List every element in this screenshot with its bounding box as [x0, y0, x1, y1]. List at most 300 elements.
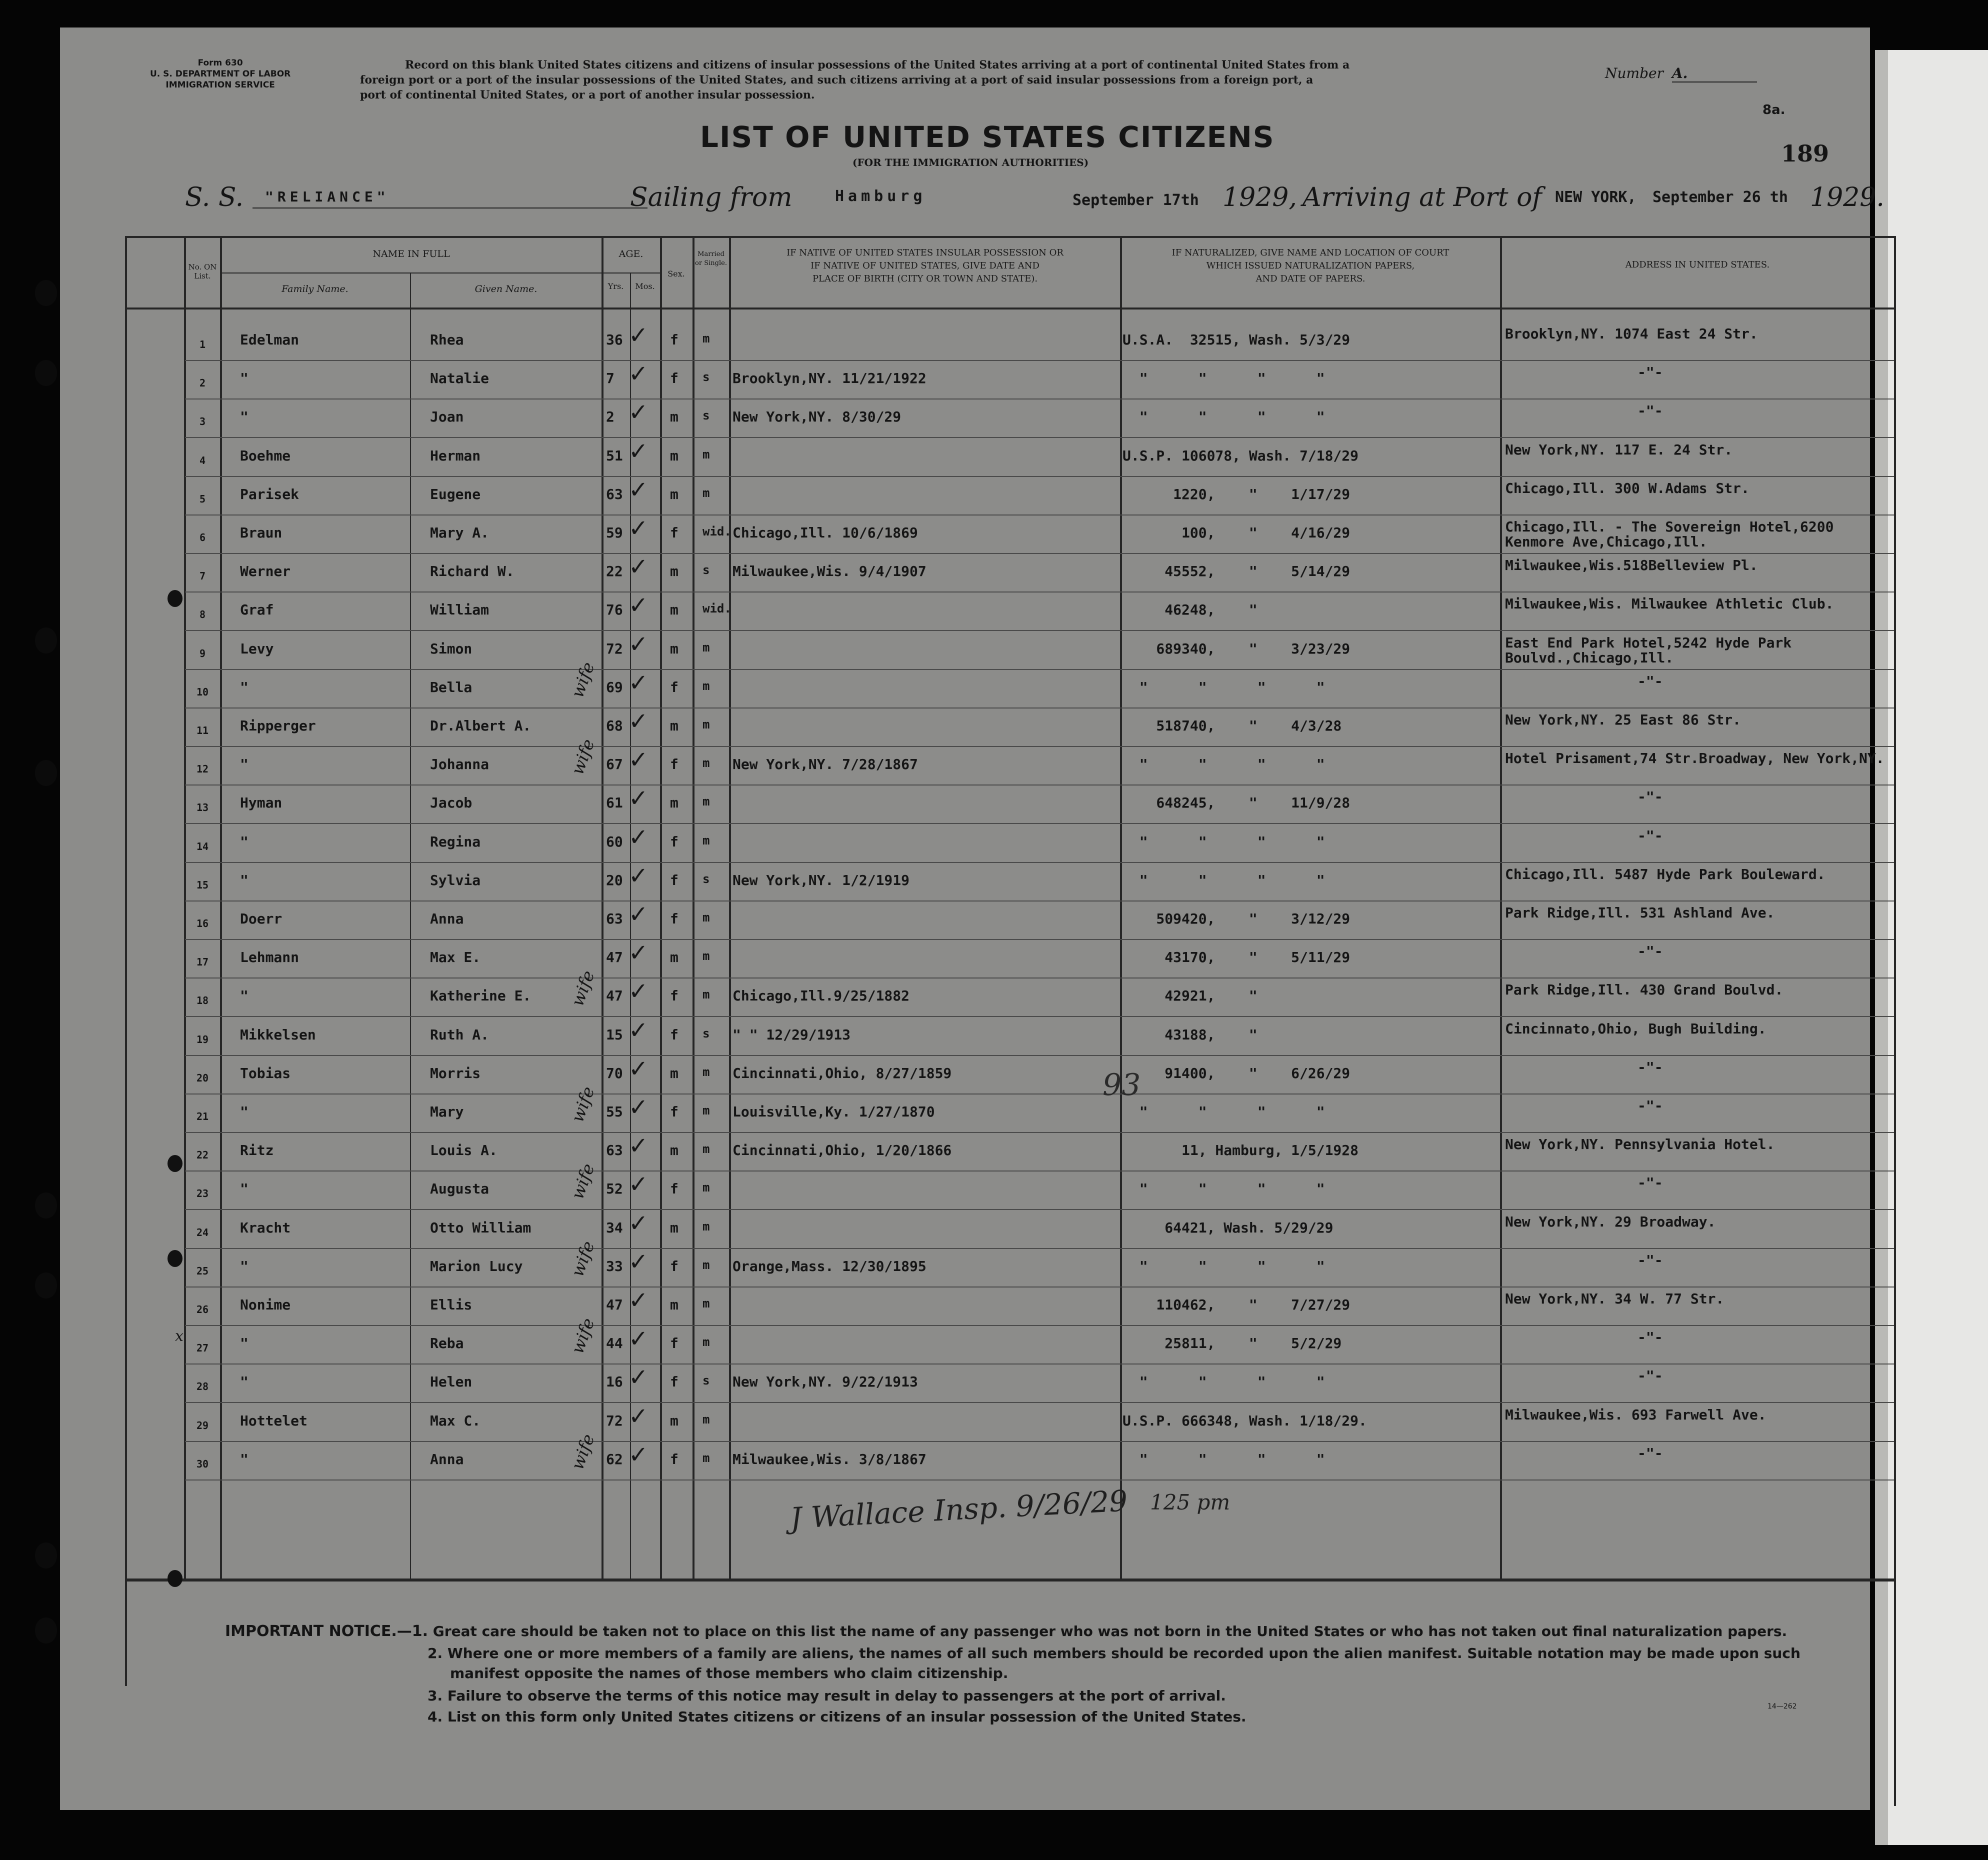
sex: f — [670, 370, 678, 387]
row-number: 13 — [196, 802, 209, 814]
header-name-in-full: NAME IN FULL — [372, 248, 450, 260]
us-address: New York,NY. 117 E. 24 Str. — [1505, 441, 1733, 458]
wife-annotation: wife — [568, 1316, 599, 1357]
row-rule — [185, 514, 1894, 516]
binder-hole — [35, 1618, 57, 1644]
age-years: 68 — [606, 718, 623, 734]
row-number: 22 — [196, 1149, 209, 1162]
row-rule — [185, 1325, 1894, 1326]
row-number: 6 — [199, 532, 206, 544]
given-name: Reba — [430, 1335, 464, 1352]
row-number: 30 — [196, 1458, 209, 1470]
sex: f — [670, 988, 678, 1004]
department: U. S. DEPARTMENT OF LABOR — [150, 69, 291, 79]
form-header — [150, 58, 290, 90]
row-number: 24 — [196, 1226, 209, 1238]
marital-status: m — [702, 794, 710, 809]
row-rule — [185, 823, 1894, 824]
sex: f — [670, 1374, 678, 1390]
record-note — [360, 58, 1350, 102]
punch-mark — [168, 590, 182, 607]
header-no: No. ON List. — [188, 262, 217, 280]
page-subtitle: (FOR THE IMMIGRATION AUTHORITIES) — [852, 156, 1089, 168]
row-number: 5 — [199, 492, 206, 505]
us-address: -"- — [1638, 1329, 1663, 1346]
given-name: Ruth A. — [430, 1026, 490, 1043]
sex: m — [670, 563, 678, 580]
naturalization-papers: 91400, " 6/26/29 — [1122, 1064, 1350, 1082]
row-rule — [185, 1132, 1894, 1133]
us-address: New York,NY. 34 W. 77 Str. — [1505, 1290, 1724, 1307]
row-number: 16 — [196, 918, 209, 930]
check-mark-icon: ✓ — [630, 782, 646, 814]
number-value: A. — [1672, 65, 1757, 82]
us-address: -"- — [1638, 1252, 1663, 1268]
wife-annotation: wife — [568, 1238, 599, 1280]
punch-mark — [168, 1250, 182, 1267]
marital-status: m — [702, 1180, 710, 1195]
naturalization-papers: 100, " 4/16/29 — [1122, 524, 1350, 541]
marital-status: m — [702, 949, 710, 964]
row-number: 10 — [196, 686, 209, 698]
birth-place-date: Orange,Mass. 12/30/1895 — [732, 1258, 926, 1274]
page-title: LIST OF UNITED STATES CITIZENS — [700, 120, 1275, 154]
us-address: Park Ridge,Ill. 531 Ashland Ave. — [1505, 904, 1775, 921]
naturalization-papers: 689340, " 3/23/29 — [1122, 640, 1350, 657]
row-rule — [185, 630, 1894, 631]
marital-status: m — [702, 1258, 710, 1272]
notice-item-1 — [225, 1622, 1787, 1640]
table-top-rule — [125, 236, 1895, 238]
row-number: 18 — [196, 994, 209, 1007]
form-number: Form 630 — [198, 58, 243, 68]
sex: f — [670, 756, 678, 773]
header-naturalized — [1121, 246, 1500, 286]
us-address: Chicago,Ill. 300 W.Adams Str. — [1505, 480, 1750, 496]
inspector-signature: J Wallace Insp. 9/26/29 — [789, 1484, 1128, 1536]
naturalization-papers: " " " " — [1122, 1258, 1325, 1274]
naturalization-papers: " " " " — [1122, 678, 1325, 696]
age-years: 33 — [606, 1258, 623, 1274]
us-address: Park Ridge,Ill. 430 Grand Boulvd. — [1505, 982, 1784, 998]
marital-status: m — [702, 486, 710, 500]
birth-place-date: Cincinnati,Ohio, 1/20/1866 — [732, 1142, 952, 1159]
row-number: 28 — [196, 1380, 209, 1393]
age-years: 16 — [606, 1374, 623, 1390]
wife-annotation: wife — [568, 1084, 599, 1125]
us-address: -"- — [1638, 943, 1663, 960]
given-name: Johanna — [430, 756, 490, 773]
birth-place-date: Louisville,Ky. 1/27/1870 — [732, 1104, 935, 1120]
sex: m — [670, 486, 678, 502]
naturalization-papers: U.S.A. 32515, Wash. 5/3/29 — [1122, 332, 1350, 348]
row-rule — [185, 1248, 1894, 1249]
arrival-date: September 26 th — [1652, 188, 1788, 206]
row-number: 27 — [196, 1342, 209, 1354]
header-given-name: Given Name. — [474, 284, 538, 294]
check-mark-icon: ✓ — [630, 512, 646, 543]
age-years: 47 — [606, 1296, 623, 1313]
family-name: Levy — [240, 640, 274, 657]
binder-hole — [35, 1272, 57, 1298]
name-subrule — [220, 272, 660, 274]
us-address: Chicago,Ill. - The Sovereign Hotel,6200 Kenmore Ave,Chicago,Ill. — [1505, 518, 1834, 550]
row-rule — [185, 669, 1894, 670]
row-number: 29 — [196, 1419, 209, 1432]
age-years: 20 — [606, 872, 623, 888]
header-native-line: PLACE OF BIRTH (CITY OR TOWN AND STATE). — [812, 274, 1038, 284]
us-address: -"- — [1638, 827, 1663, 844]
wife-annotation: wife — [568, 736, 599, 778]
header-address: ADDRESS IN UNITED STATES. — [1625, 260, 1770, 270]
page-number: 189 — [1781, 140, 1830, 167]
us-address: -"- — [1638, 1444, 1663, 1462]
age-years: 60 — [606, 833, 623, 850]
sex: m — [670, 794, 678, 812]
marital-status: s — [702, 1374, 710, 1388]
row-number: 3 — [199, 416, 206, 428]
header-native-line: IF NATIVE OF UNITED STATES, GIVE DATE AND — [810, 260, 1040, 271]
sail-date: September 17th — [1072, 192, 1199, 209]
sex: m — [670, 1219, 678, 1236]
sex: f — [670, 1180, 678, 1198]
record-note-line: port of continental United States, or a port of another insular possession. — [360, 88, 815, 102]
punch-mark — [168, 1155, 182, 1172]
naturalization-papers: 43170, " 5/11/29 — [1122, 949, 1350, 966]
sex: m — [670, 408, 678, 426]
binder-hole — [35, 1192, 57, 1218]
family-name: Werner — [240, 563, 291, 580]
arrival-year: 1929. — [1810, 182, 1884, 212]
marital-status: s — [702, 872, 710, 886]
notice-item-4: 4. List on this form only United States citizens or citizens of an insular possession of the United States. — [428, 1708, 1246, 1725]
cross-mark: x — [175, 1328, 184, 1345]
given-name: Joan — [430, 408, 464, 426]
row-rule — [185, 1016, 1894, 1017]
us-address: -"- — [1638, 1058, 1663, 1076]
row-rule — [185, 1055, 1894, 1056]
marital-status: wid. — [702, 602, 732, 616]
sex: m — [670, 640, 678, 657]
check-mark-icon: ✓ — [630, 974, 646, 1006]
us-address: -"- — [1638, 1098, 1663, 1114]
naturalization-papers: " " " " — [1122, 370, 1325, 387]
age-years: 76 — [606, 602, 623, 618]
row-number: 19 — [196, 1033, 209, 1046]
notice-item-2-cont: manifest opposite the names of those members who claim citizenship. — [450, 1665, 1008, 1682]
us-address: -"- — [1638, 364, 1663, 381]
inspection-time: 125 pm — [1150, 1490, 1230, 1514]
header-native-line: IF NATIVE OF UNITED STATES INSULAR POSSESSION OR — [786, 248, 1064, 258]
row-rule — [185, 1286, 1894, 1288]
age-years: 55 — [606, 1104, 623, 1120]
number-label: Number — [1605, 65, 1664, 82]
given-name: Richard W. — [430, 563, 514, 580]
given-name: Katherine E. — [430, 988, 532, 1004]
naturalization-papers: 46248, " — [1122, 602, 1258, 618]
age-years: 63 — [606, 486, 623, 502]
naturalization-papers: " " " " — [1122, 756, 1325, 773]
row-number: 8 — [199, 608, 206, 621]
col-line — [410, 272, 411, 1581]
age-years: 59 — [606, 524, 623, 541]
given-name: Ellis — [430, 1296, 472, 1313]
given-name: Regina — [430, 833, 481, 850]
naturalization-papers: U.S.P. 106078, Wash. 7/18/29 — [1122, 447, 1359, 464]
family-name: Kracht — [240, 1219, 291, 1236]
row-number: 17 — [196, 956, 209, 968]
marital-status: s — [702, 408, 710, 423]
given-name: Jacob — [430, 794, 472, 812]
us-address: East End Park Hotel,5242 Hyde Park Boulvd.,Chicago,Ill. — [1505, 634, 1792, 666]
check-mark-icon: ✓ — [630, 472, 646, 504]
service: IMMIGRATION SERVICE — [166, 80, 275, 90]
family-name: Ripperger — [240, 718, 316, 734]
birth-place-date: Milwaukee,Wis. 9/4/1907 — [732, 563, 926, 580]
us-address: Milwaukee,Wis. 693 Farwell Ave. — [1505, 1406, 1766, 1423]
check-mark-icon: ✓ — [630, 1244, 646, 1276]
family-name: " — [240, 1180, 248, 1198]
marital-status: m — [702, 1064, 710, 1079]
sex: f — [670, 833, 678, 850]
row-rule — [185, 1441, 1894, 1442]
us-address: Brooklyn,NY. 1074 East 24 Str. — [1505, 326, 1758, 342]
check-mark-icon: ✓ — [630, 1090, 646, 1122]
us-address: -"- — [1638, 1174, 1663, 1192]
family-name: " — [240, 756, 248, 773]
number-field — [1605, 65, 1757, 82]
header-naturalized-line: IF NATURALIZED, GIVE NAME AND LOCATION OF COURT — [1172, 248, 1450, 258]
sex: f — [670, 1026, 678, 1043]
row-number: 9 — [199, 647, 206, 660]
check-mark-icon: ✓ — [630, 588, 646, 620]
naturalization-papers: 648245, " 11/9/28 — [1122, 794, 1350, 812]
us-address: New York,NY. 29 Broadway. — [1505, 1213, 1716, 1230]
frame-right — [1894, 236, 1896, 1806]
marital-status: m — [702, 1142, 710, 1156]
sailing-label: Sailing from — [630, 182, 792, 212]
print-code: 14—262 — [1768, 1702, 1797, 1710]
marital-status: m — [702, 1450, 710, 1465]
naturalization-papers: 1220, " 1/17/29 — [1122, 486, 1350, 502]
row-rule — [185, 476, 1894, 477]
binder-hole — [35, 1542, 57, 1568]
marital-status: m — [702, 1104, 710, 1118]
check-mark-icon: ✓ — [630, 936, 646, 968]
birth-place-date: New York,NY. 7/28/1867 — [732, 756, 918, 773]
age-years: 72 — [606, 640, 623, 657]
row-rule — [185, 398, 1894, 400]
age-subrule — [602, 272, 660, 274]
arriving-label: Arriving at Port of — [1302, 182, 1542, 212]
row-rule — [185, 553, 1894, 554]
header-naturalized-line: WHICH ISSUED NATURALIZATION PAPERS, — [1206, 260, 1415, 271]
naturalization-papers: 518740, " 4/3/28 — [1122, 718, 1342, 734]
given-name: Bella — [430, 678, 472, 696]
age-years: 70 — [606, 1064, 623, 1082]
check-mark-icon: ✓ — [630, 1399, 646, 1431]
birth-place-date: Brooklyn,NY. 11/21/1922 — [732, 370, 926, 387]
sex: m — [670, 602, 678, 618]
header-naturalized-line: AND DATE OF PAPERS. — [1256, 274, 1366, 284]
check-mark-icon: ✓ — [630, 666, 646, 698]
row-number: 1 — [199, 338, 206, 350]
ship-name: "RELIANCE" — [265, 188, 390, 205]
marital-status: wid. — [702, 524, 732, 538]
row-number: 23 — [196, 1188, 209, 1200]
sex: f — [670, 1258, 678, 1274]
naturalization-papers: 11, Hamburg, 1/5/1928 — [1122, 1142, 1359, 1159]
header-yrs: Yrs. — [608, 282, 624, 291]
naturalization-papers: " " " " — [1122, 1374, 1325, 1390]
header-mos: Mos. — [635, 282, 655, 291]
age-years: 44 — [606, 1335, 623, 1352]
us-address: New York,NY. Pennsylvania Hotel. — [1505, 1136, 1775, 1153]
family-name: Boehme — [240, 447, 291, 464]
naturalization-papers: " " " " — [1122, 1450, 1325, 1468]
naturalization-papers: " " " " — [1122, 1104, 1325, 1120]
naturalization-papers: 45552, " 5/14/29 — [1122, 563, 1350, 580]
naturalization-papers: " " " " — [1122, 408, 1325, 426]
naturalization-papers: 42921, " — [1122, 988, 1258, 1004]
given-name: Anna — [430, 910, 464, 927]
naturalization-papers: U.S.P. 666348, Wash. 1/18/29. — [1122, 1412, 1367, 1429]
naturalization-papers: 509420, " 3/12/29 — [1122, 910, 1350, 927]
punch-mark — [168, 1570, 182, 1587]
margin-mark: 93 — [1102, 1068, 1141, 1102]
given-name: Eugene — [430, 486, 481, 502]
marital-status: m — [702, 332, 710, 346]
sail-year: 1929, — [1222, 182, 1297, 212]
row-rule — [185, 437, 1894, 438]
age-years: 2 — [606, 408, 614, 426]
marital-status: m — [702, 718, 710, 732]
family-name: Braun — [240, 524, 282, 541]
row-number: 20 — [196, 1072, 209, 1084]
sex: m — [670, 447, 678, 464]
check-mark-icon: ✓ — [630, 396, 646, 428]
wife-annotation: wife — [568, 1161, 599, 1202]
marital-status: m — [702, 910, 710, 924]
row-number: 15 — [196, 878, 209, 891]
row-rule — [185, 1170, 1894, 1172]
birth-place-date: Milwaukee,Wis. 3/8/1867 — [732, 1450, 926, 1468]
family-name: Hyman — [240, 794, 282, 812]
age-years: 47 — [606, 988, 623, 1004]
sex: m — [670, 1412, 678, 1429]
marital-status: m — [702, 1296, 710, 1310]
notice-item-3: 3. Failure to observe the terms of this notice may result in delay to passengers at the port of arrival. — [428, 1688, 1226, 1704]
age-years: 67 — [606, 756, 623, 773]
naturalization-papers: " " " " — [1122, 833, 1325, 850]
row-number: 26 — [196, 1304, 209, 1316]
given-name: Helen — [430, 1374, 472, 1390]
header-age: AGE. — [618, 248, 644, 260]
header-bottom-rule — [125, 308, 1895, 310]
check-mark-icon: ✓ — [630, 704, 646, 736]
age-years: 34 — [606, 1219, 623, 1236]
family-name: Nonime — [240, 1296, 291, 1313]
birth-place-date: Cincinnati,Ohio, 8/27/1859 — [732, 1064, 952, 1082]
given-name: Sylvia — [430, 872, 481, 888]
row-number: 25 — [196, 1264, 209, 1277]
sex: m — [670, 1142, 678, 1159]
us-address: Hotel Prisament,74 Str.Broadway, New York,NY. — [1505, 750, 1884, 767]
check-mark-icon: ✓ — [630, 1013, 646, 1045]
family-name: Ritz — [240, 1142, 274, 1159]
marital-status: m — [702, 1219, 710, 1234]
sex: f — [670, 1104, 678, 1120]
header-family-name: Family Name. — [282, 284, 348, 294]
header-native — [730, 246, 1120, 286]
marital-status: s — [702, 563, 710, 578]
family-name: Graf — [240, 602, 274, 618]
row-number: 2 — [199, 377, 206, 390]
given-name: Simon — [430, 640, 472, 657]
given-name: Rhea — [430, 332, 464, 348]
sex: f — [670, 1335, 678, 1352]
notice-text: Great care should be taken not to place on this list the name of any passenger who was not born in the United States or who has not taken out final naturalization papers. — [432, 1623, 1788, 1640]
given-name: Marion Lucy — [430, 1258, 523, 1274]
us-address: Milwaukee,Wis. Milwaukee Athletic Club. — [1505, 596, 1834, 612]
marital-status: s — [702, 370, 710, 384]
wife-annotation: wife — [568, 659, 599, 700]
naturalization-papers: 110462, " 7/27/29 — [1122, 1296, 1350, 1313]
sex: f — [670, 872, 678, 888]
family-name: " — [240, 370, 248, 387]
check-mark-icon: ✓ — [630, 898, 646, 929]
us-address: -"- — [1638, 402, 1663, 420]
check-mark-icon: ✓ — [630, 1322, 646, 1354]
row-number: 4 — [199, 454, 206, 466]
check-mark-icon: ✓ — [630, 820, 646, 852]
marital-status: m — [702, 756, 710, 770]
family-name: " — [240, 1335, 248, 1352]
record-note-line: Record on this blank United States citizens and citizens of insular possessions of the United States arriving at a port of continental United States from a — [405, 58, 1350, 72]
table-bottom-rule — [125, 1578, 1895, 1582]
row-number: 12 — [196, 763, 209, 776]
age-years: 36 — [606, 332, 623, 348]
age-years: 61 — [606, 794, 623, 812]
record-note-line: foreign port or a port of the insular possessions of the United States, and such citizens arriving at a port of said insular possessions from a foreign port, a — [360, 74, 1314, 86]
age-years: 72 — [606, 1412, 623, 1429]
check-mark-icon: ✓ — [630, 1052, 646, 1084]
age-years: 51 — [606, 447, 623, 464]
given-name: Mary — [430, 1104, 464, 1120]
check-mark-icon: ✓ — [630, 318, 646, 350]
given-name: Dr.Albert A. — [430, 718, 532, 734]
family-name: Parisek — [240, 486, 300, 502]
age-years: 52 — [606, 1180, 623, 1198]
row-number: 21 — [196, 1110, 209, 1122]
birth-place-date: New York,NY. 9/22/1913 — [732, 1374, 918, 1390]
sex: f — [670, 910, 678, 927]
header-sex: Sex. — [668, 269, 685, 278]
family-name: Hottelet — [240, 1412, 308, 1429]
given-name: Morris — [430, 1064, 481, 1082]
row-rule — [185, 900, 1894, 902]
sex: f — [670, 332, 678, 348]
row-rule — [185, 862, 1894, 863]
row-rule — [185, 360, 1894, 361]
wife-annotation: wife — [568, 968, 599, 1010]
frame-left — [125, 236, 127, 1686]
naturalization-papers: 25811, " 5/2/29 — [1122, 1335, 1342, 1352]
family-name: " — [240, 872, 248, 888]
binder-hole — [35, 760, 57, 786]
given-name: William — [430, 602, 490, 618]
sex: f — [670, 524, 678, 541]
